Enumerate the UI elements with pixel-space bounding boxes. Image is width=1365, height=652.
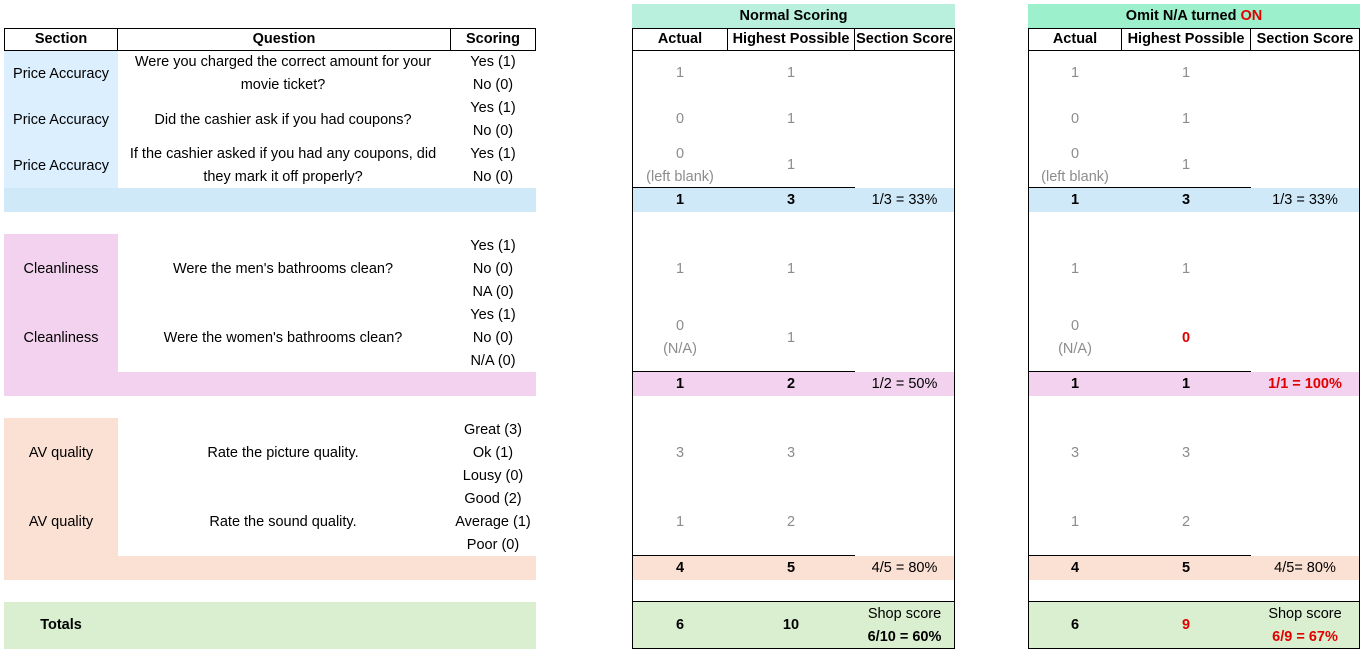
scoring-option: Average (1)	[455, 514, 531, 530]
total-actual: 6	[1070, 617, 1080, 633]
header-scoring: Scoring	[450, 28, 536, 51]
highest-value: 1	[1181, 65, 1191, 81]
question-text: Were you charged the correct amount for your movie ticket?	[134, 54, 432, 93]
header-actual: Actual	[632, 28, 728, 51]
subtotal-highest: 2	[786, 376, 796, 392]
question-text: Were the men's bathrooms clean?	[172, 261, 394, 277]
actual-value: 3	[1070, 445, 1080, 461]
section-label: Price Accuracy	[13, 157, 109, 174]
actual-value: 0	[1070, 318, 1080, 334]
question-text: If the cashier asked if you had any coupons, did they mark it off properly?	[129, 146, 437, 185]
highest-value: 1	[1181, 261, 1191, 277]
scoring-option: Good (2)	[464, 491, 522, 507]
subtotal-score: 1/3 = 33%	[1272, 192, 1338, 208]
total-highest: 10	[782, 617, 800, 633]
actual-value: 1	[1070, 65, 1080, 81]
scoring-option: Yes (1)	[470, 307, 516, 323]
header-section-score: Section Score	[1250, 28, 1360, 51]
section-label: Price Accuracy	[13, 65, 109, 82]
scoring-option: Yes (1)	[470, 100, 516, 116]
header-highest-possible: Highest Possible	[1121, 28, 1251, 51]
actual-value: 1	[1070, 514, 1080, 530]
actual-note: (N/A)	[1058, 341, 1092, 357]
section-label: Cleanliness	[23, 330, 99, 346]
subtotal-score: 1/3 = 33%	[871, 192, 938, 208]
header-highest-possible: Highest Possible	[727, 28, 855, 51]
subtotal-actual: 1	[1070, 376, 1080, 392]
highest-value: 1	[786, 330, 796, 346]
actual-value: 0	[675, 146, 685, 162]
subtotal-highest: 3	[1181, 192, 1191, 208]
scoring-option: N/A (0)	[470, 353, 516, 369]
scoring-option: No (0)	[472, 330, 514, 346]
highest-value: 1	[786, 157, 796, 173]
question-text: Did the cashier ask if you had coupons?	[154, 111, 412, 128]
omit-na-title	[1028, 4, 1360, 28]
highest-value-omitted: 0	[1181, 330, 1191, 346]
header-section: Section	[4, 28, 118, 51]
subtotal-score: 1/1 = 100%	[1268, 376, 1342, 392]
actual-note: (left blank)	[646, 169, 714, 185]
subtotal-highest: 5	[1181, 560, 1191, 576]
actual-value: 1	[675, 514, 685, 530]
question-text: Rate the picture quality.	[207, 445, 359, 461]
subtotal-actual: 4	[1070, 560, 1080, 576]
scoring-option: No (0)	[472, 77, 514, 93]
actual-note: (N/A)	[663, 341, 697, 357]
omit-na-title-text: Omit N/A turned	[1125, 7, 1241, 24]
subtotal-highest: 1	[1181, 376, 1191, 392]
actual-value: 1	[1070, 261, 1080, 277]
shop-score-label: Shop score	[1268, 606, 1342, 622]
shop-score-value: 6/10 = 60%	[867, 629, 942, 645]
actual-value: 3	[675, 445, 685, 461]
header-section-score: Section Score	[854, 28, 955, 51]
highest-value: 3	[786, 445, 796, 461]
actual-note: (left blank)	[1041, 169, 1109, 185]
total-actual: 6	[675, 617, 685, 633]
totals-label: Totals	[40, 617, 82, 633]
subtotal-score: 4/5 = 80%	[871, 560, 938, 576]
scoring-option: Yes (1)	[470, 146, 516, 162]
actual-value: 1	[675, 261, 685, 277]
scoring-option: Lousy (0)	[462, 468, 524, 484]
scoring-option: Yes (1)	[470, 54, 516, 70]
subtotal-score: 1/2 = 50%	[871, 376, 938, 392]
subtotal-actual: 1	[1070, 192, 1080, 208]
scoring-option: Great (3)	[463, 422, 522, 438]
subtotal-actual: 1	[675, 376, 685, 392]
subtotal-actual: 1	[675, 192, 685, 208]
shop-score-label: Shop score	[867, 606, 942, 622]
cleanliness-subtotal-band	[4, 372, 536, 396]
highest-value: 1	[786, 111, 796, 127]
subtotal-score: 4/5= 80%	[1274, 560, 1336, 576]
actual-value: 1	[675, 65, 685, 81]
scoring-option: Ok (1)	[472, 445, 514, 461]
highest-value: 3	[1181, 445, 1191, 461]
normal-scoring-title: Normal Scoring	[632, 4, 955, 28]
highest-value: 2	[1181, 514, 1191, 530]
omit-na-on-flag: ON	[1240, 7, 1263, 24]
subtotal-highest: 5	[786, 560, 796, 576]
header-actual: Actual	[1028, 28, 1122, 51]
scoring-option: Poor (0)	[466, 537, 520, 553]
highest-value: 1	[786, 261, 796, 277]
subtotal-actual: 4	[675, 560, 685, 576]
av-subtotal-band	[4, 556, 536, 580]
scoring-option: No (0)	[472, 169, 514, 185]
question-text: Rate the sound quality.	[209, 514, 357, 530]
actual-value: 0	[1070, 111, 1080, 127]
shop-score-value: 6/9 = 67%	[1272, 629, 1338, 645]
actual-value: 0	[1070, 146, 1080, 162]
scoring-option: No (0)	[472, 123, 514, 139]
scoring-option: Yes (1)	[470, 238, 516, 254]
highest-value: 1	[1181, 157, 1191, 173]
actual-value: 0	[675, 111, 685, 127]
scoring-option: NA (0)	[472, 284, 514, 300]
question-text: Were the women's bathrooms clean?	[163, 330, 403, 346]
header-question: Question	[117, 28, 451, 51]
section-label: AV quality	[28, 514, 94, 530]
subtotal-highest: 3	[786, 192, 796, 208]
scoring-option: No (0)	[472, 261, 514, 277]
highest-value: 1	[786, 65, 796, 81]
section-label: Cleanliness	[23, 261, 99, 277]
total-highest: 9	[1181, 617, 1191, 633]
section-label: AV quality	[28, 445, 94, 461]
actual-value: 0	[675, 318, 685, 334]
highest-value: 2	[786, 514, 796, 530]
price-subtotal-band	[4, 188, 536, 212]
section-label: Price Accuracy	[13, 111, 109, 128]
highest-value: 1	[1181, 111, 1191, 127]
